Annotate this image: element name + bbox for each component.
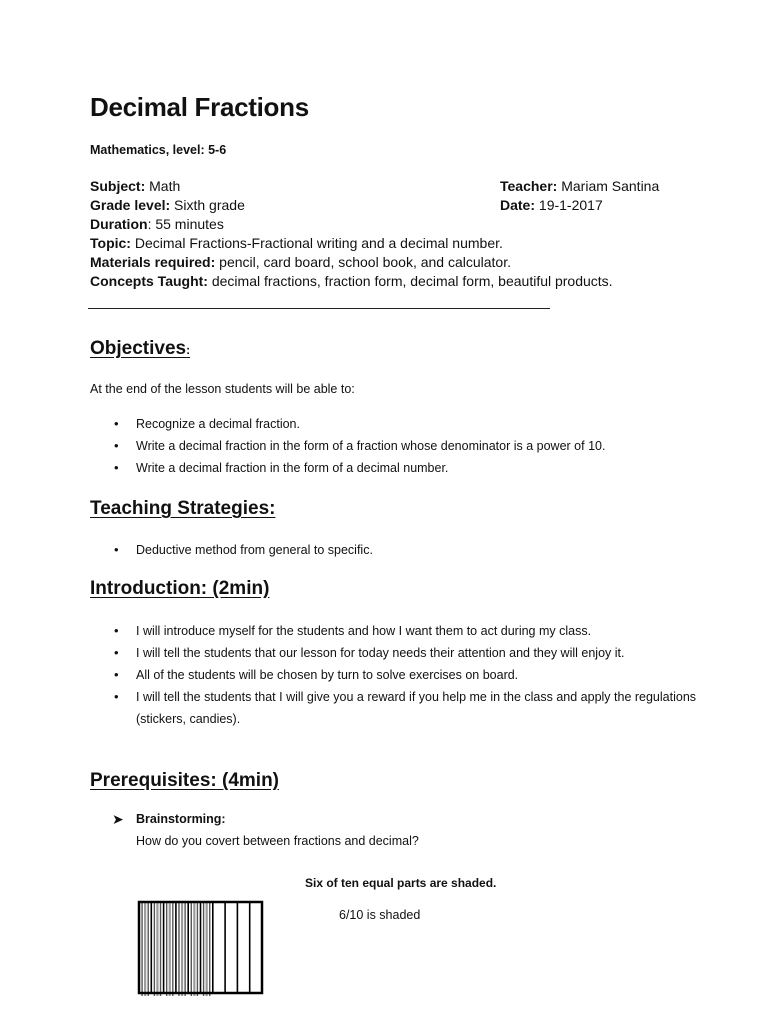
arrow-bullet-icon: ➤ (112, 811, 124, 827)
meta-duration: Duration: 55 minutes (90, 216, 224, 232)
bullet-icon: • (114, 645, 119, 660)
brainstorming-label: Brainstorming: (136, 812, 226, 826)
prerequisites-heading: Prerequisites: (4min) (90, 770, 279, 791)
list-item: • I will tell the students that I will give you a reward if you help me in the class and apply the regulations (stickers, candies). (112, 686, 702, 730)
fraction-bar-figure (136, 898, 266, 998)
objectives-intro: At the end of the lesson students will be able to: (90, 382, 355, 396)
subtitle: Mathematics, level: 5-6 (90, 143, 227, 157)
meta-date: Date: 19-1-2017 (500, 197, 603, 213)
meta-subject: Subject: Math (90, 178, 181, 194)
meta-teacher: Teacher: Mariam Santina (500, 178, 660, 194)
bullet-icon: • (114, 438, 119, 453)
shaded-note: 6/10 is shaded (339, 908, 421, 922)
objectives-list (112, 413, 702, 479)
list-item: • I will introduce myself for the students and how I want them to act during my class. (112, 620, 702, 642)
list-item: • Write a decimal fraction in the form of a decimal number. (112, 457, 702, 479)
meta-topic: Topic: Decimal Fractions-Fractional writing and a decimal number. (90, 235, 503, 251)
introduction-heading: Introduction: (2min) (90, 578, 270, 599)
list-item: • Recognize a decimal fraction. (112, 413, 702, 435)
figure-caption: Six of ten equal parts are shaded. (305, 876, 497, 890)
divider (88, 308, 550, 309)
list-item: • I will tell the students that our lesson for today needs their attention and they will enjoy it. (112, 642, 702, 664)
page-title: Decimal Fractions (90, 92, 309, 122)
bullet-icon: • (114, 667, 119, 682)
list-item: • Deductive method from general to specific. (112, 539, 702, 561)
introduction-list (112, 620, 702, 730)
list-item: • All of the students will be chosen by turn to solve exercises on board. (112, 664, 702, 686)
meta-materials: Materials required: pencil, card board, school book, and calculator. (90, 254, 512, 270)
list-item: • Write a decimal fraction in the form of a fraction whose denominator is a power of 10. (112, 435, 702, 457)
strategies-list (112, 539, 702, 561)
bullet-icon: • (114, 542, 119, 557)
strategies-heading: Teaching Strategies: (90, 498, 276, 519)
bullet-icon: • (114, 416, 119, 431)
meta-concepts: Concepts Taught: decimal fractions, fraction form, decimal form, beautiful products. (90, 273, 613, 289)
bullet-icon: • (114, 623, 119, 638)
bullet-icon: • (114, 689, 119, 704)
meta-grade: Grade level: Sixth grade (90, 197, 245, 213)
brainstorm-question: How do you covert between fractions and decimal? (136, 834, 419, 848)
bullet-icon: • (114, 460, 119, 475)
objectives-heading: Objectives: (90, 338, 191, 359)
